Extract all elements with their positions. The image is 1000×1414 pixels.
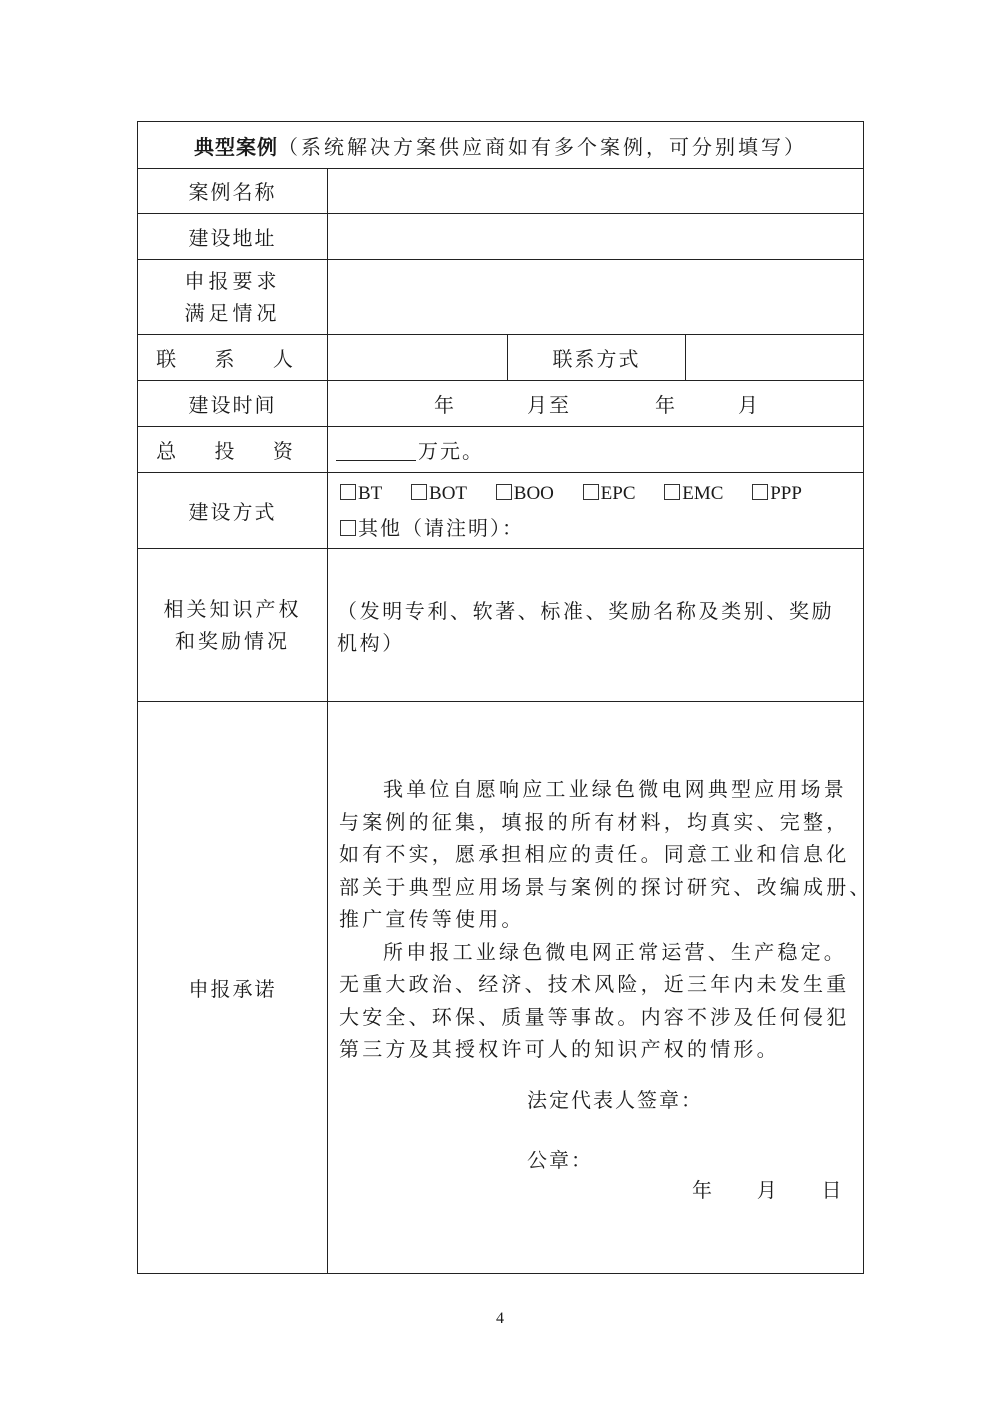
case-name-field[interactable]: [328, 168, 863, 213]
checkbox-other[interactable]: [340, 520, 356, 536]
section-title-note: （系统解决方案供应商如有多个案例，可分别填写）: [278, 134, 807, 159]
date-month: 月: [756, 1178, 777, 1202]
ip-awards-hint-line2: 机构）: [337, 631, 405, 655]
option-boo[interactable]: BOO: [496, 483, 554, 505]
investment-suffix: 万元。: [418, 438, 484, 463]
checkbox-boo[interactable]: [496, 484, 512, 500]
pledge-text: [339, 773, 873, 1066]
signature-label: 法定代表人签章：: [527, 1088, 703, 1112]
section-title: [138, 122, 863, 168]
ip-awards-label: [138, 548, 327, 701]
requirements-field[interactable]: [328, 259, 863, 334]
section-title-bold: 典型案例: [194, 134, 278, 159]
address-label: 建设地址: [188, 225, 277, 250]
build-mode-label: 建设方式: [188, 499, 277, 524]
date-day: 日: [821, 1178, 842, 1202]
build-time-month2: 月: [738, 392, 758, 417]
contact-method-label: 联系方式: [552, 346, 641, 371]
pledge-p1-line2: 与案例的征集，填报的所有材料，均真实、完整，: [339, 809, 850, 834]
build-time-year1: 年: [434, 392, 454, 417]
option-bot[interactable]: BOT: [411, 483, 467, 505]
pledge-label: 申报承诺: [188, 977, 277, 1001]
pledge-p2-line3: 大安全、环保、质量等事故。内容不涉及任何侵犯: [339, 1004, 850, 1029]
build-time-field[interactable]: [328, 380, 863, 426]
address-field[interactable]: [328, 213, 863, 259]
seal-label: 公章：: [527, 1148, 593, 1172]
pledge-p2-line2: 无重大政治、经济、技术风险，近三年内未发生重: [339, 972, 850, 996]
option-emc[interactable]: EMC: [664, 483, 723, 505]
investment-label: 总 投 资: [156, 438, 309, 463]
pledge-p1-line3: 如有不实，愿承担相应的责任。同意工业和信息化: [339, 842, 850, 866]
pledge-p1-line1: 我单位自愿响应工业绿色微电网典型应用场景: [383, 777, 847, 801]
build-mode-options: [340, 483, 860, 541]
option-other[interactable]: 其他（请注明）：: [340, 512, 860, 541]
checkbox-bot[interactable]: [411, 484, 427, 500]
checkbox-epc[interactable]: [583, 484, 599, 500]
ip-awards-label-line1: 相关知识产权: [163, 596, 302, 621]
date-year: 年: [692, 1178, 712, 1202]
checkbox-emc[interactable]: [664, 484, 680, 500]
pledge-p2-line4: 第三方及其授权许可人的知识产权的情形。: [339, 1037, 780, 1061]
pledge-p1-line4: 部关于典型应用场景与案例的探讨研究、改编成册、: [339, 874, 873, 899]
checkbox-bt[interactable]: [340, 484, 356, 500]
build-time-month-to: 月至: [527, 392, 571, 417]
build-time-year2: 年: [655, 392, 675, 417]
option-bt[interactable]: BT: [340, 483, 382, 505]
ip-awards-label-line2: 和奖励情况: [175, 628, 290, 653]
requirements-label-line2: 满足情况: [184, 300, 281, 325]
checkbox-ppp[interactable]: [752, 484, 768, 500]
application-form-table: [137, 121, 873, 1274]
option-ppp[interactable]: PPP: [752, 483, 802, 505]
ip-awards-field[interactable]: [337, 595, 861, 659]
contact-person-field[interactable]: [328, 334, 507, 380]
contact-method-field[interactable]: [686, 334, 863, 380]
requirements-label: [138, 259, 327, 334]
ip-awards-hint-line1: （发明专利、软著、标准、奖励名称及类别、奖励: [337, 599, 835, 623]
option-epc[interactable]: EPC: [583, 483, 636, 505]
investment-field[interactable]: [328, 426, 863, 472]
contact-person-label: 联 系 人: [156, 346, 309, 371]
build-time-label: 建设时间: [188, 392, 277, 417]
date-line: [692, 1174, 841, 1203]
pledge-p2-line1: 所申报工业绿色微电网正常运营、生产稳定。: [383, 939, 847, 964]
pledge-p1-line5: 推广宣传等使用。: [339, 907, 525, 931]
case-name-label: 案例名称: [188, 180, 277, 204]
investment-blank[interactable]: [336, 438, 416, 461]
requirements-label-line1: 申报要求: [184, 268, 281, 293]
page-number: 4: [496, 1310, 504, 1327]
